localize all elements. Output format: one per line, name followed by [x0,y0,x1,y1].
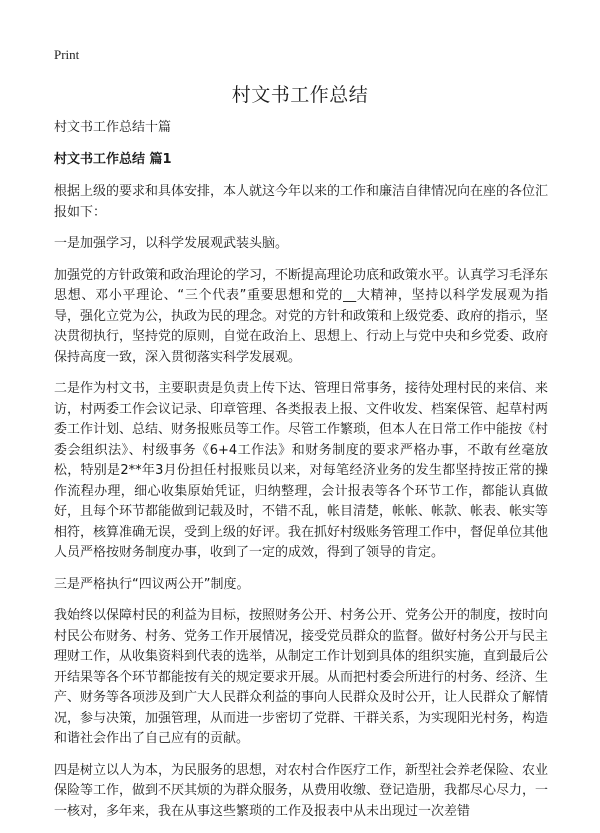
paragraph-transparency: 我始终以保障村民的利益为目标，按照财务公开、村务公开、党务公开的制度，按时向村民公布财务、村务、党务工作开展情况，接受党员群众的监督。做好村务公开与民主理财工作，从收集资料到代表的选举，从制定工作计划到具体的组织实施，直到最后公开结果等各个环节都能按有关的规定要求开展。从而把村委会所进行的村务、经济、生产、财务等各项涉及到广大人民群众利益的事向人民群众及时公开，让人民群众了解情况，参与决策，加强管理，从而进一步密切了党群、干群关系，为实现阳光村务，构造和谐社会作出了自己应有的贡献。 [54,608,549,746]
paragraph-service: 四是树立以人为本，为民服务的思想，对农村合作医疗工作，新型社会养老保险、农业保险等工作，做到不厌其烦的为群众服务，从费用收缴、登记造册，我都尽心尽力，一一核对，多年来，我在从事这些繁琐的工作及报表中从未出现过一次差错 [54,762,549,819]
paragraph-duties: 二是作为村文书，主要职责是负责上传下达、管理日常事务，接待处理村民的来信、来访，村两委工作会议记录、印章管理、各类报表上报、文件收发、档案保管、起草村两委工作计划、总结、财务报账员等工作。尽管工作繁琐，但本人在日常工作中能按《村委会组织法》、村级事务《6+4工作法》和财务制度的要求严格办事，不敢有丝毫放松，特别是2**年3月份担任村报账员以来，对每笔经济业务的发生都坚持按正常的操作流程办理，细心收集原始凭证，归纳整理，会计报表等各个环节工作，都能认真做好，且每个环节都能做到记载及时，不错不乱，帐目清楚，帐帐、帐款、帐表、帐实等相符，核算准确无误，受到上级的好评。我在抓好村级账务管理工作中，督促单位其他人员严格按财务制度办事，收到了一定的成效，得到了领导的肯定。 [54,381,549,560]
paragraph-intro: 根据上级的要求和具体安排，本人就这今年以来的工作和廉洁自律情况向在座的各位汇报如下： [54,184,549,220]
paragraph-study: 加强党的方针政策和政治理论的学习，不断提高理论功底和政策水平。认真学习毛泽东思想、邓小平理论、“三个代表”重要思想和党的__大精神，坚持以科学发展观为指导，强化立党为公，执政为民的理念。对党的方针和政策和上级党委、政府的指示，坚决贯彻执行，坚持党的原则，自觉在政治上、思想上、行动上与党中央和乡党委、政府保持高度一致，深入贯彻落实科学发展观。 [54,267,549,365]
paragraph-point-three: 三是严格执行“四议两公开”制度。 [54,576,250,592]
document-subtitle: 村文书工作总结十篇 [54,120,172,135]
page-title: 村文书工作总结 [231,84,369,106]
paragraph-point-one: 一是加强学习，以科学发展观武装头脑。 [54,236,289,251]
document-body [54,118,548,833]
section-heading: 村文书工作总结 篇1 [54,152,172,167]
print-link[interactable]: Print [54,47,80,62]
